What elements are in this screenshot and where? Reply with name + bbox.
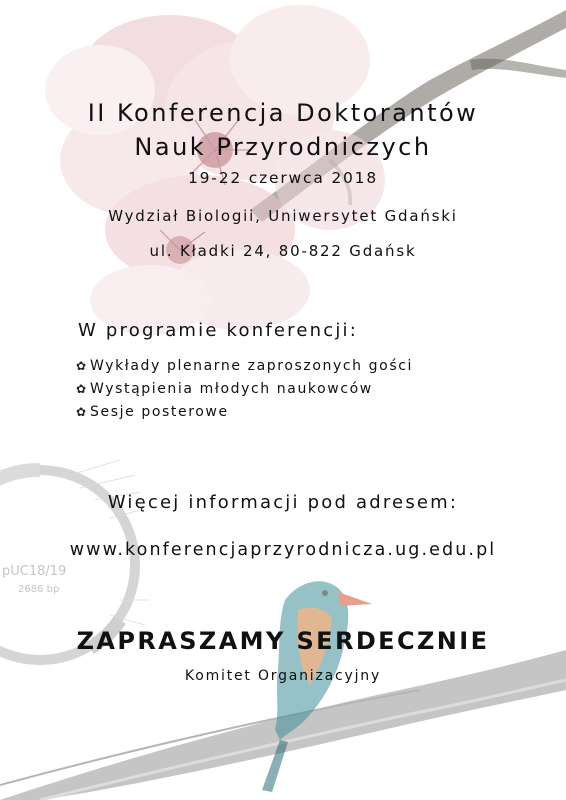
- plasmid-size: 2686 bp: [18, 584, 60, 595]
- kingfisher-bird: [262, 581, 372, 792]
- program-item-label: Wykłady plenarne zaproszonych gości: [90, 358, 414, 374]
- list-item: [76, 401, 413, 424]
- plasmid-name: pUC18/19: [2, 564, 67, 579]
- clover-bullet-icon: ✿: [76, 382, 88, 396]
- program-item-label: Sesje posterowe: [90, 404, 229, 420]
- conference-date: 19-22 czerwca 2018: [187, 169, 378, 187]
- list-item: [76, 378, 413, 401]
- clover-bullet-icon: ✿: [76, 405, 88, 419]
- clover-bullet-icon: ✿: [76, 359, 88, 373]
- conference-title-line1: II Konferencja Doktorantów: [87, 99, 479, 127]
- invitation-text: ZAPRASZAMY SERDECZNIE: [76, 627, 490, 655]
- venue-institution: Wydział Biologii, Uniwersytet Gdański: [108, 207, 458, 225]
- program-list: [76, 355, 413, 424]
- list-item: [76, 355, 413, 378]
- conference-url: www.konferencjaprzyrodnicza.ug.edu.pl: [69, 540, 497, 560]
- program-heading: W programie konferencji:: [78, 320, 359, 341]
- program-item-label: Wystąpienia młodych naukowców: [90, 381, 373, 397]
- venue-address: ul. Kładki 24, 80-822 Gdańsk: [149, 242, 417, 260]
- conference-title-line2: Nauk Przyrodniczych: [134, 133, 432, 161]
- organizing-committee: Komitet Organizacyjny: [184, 668, 382, 684]
- more-info-heading: Więcej informacji pod adresem:: [107, 492, 459, 513]
